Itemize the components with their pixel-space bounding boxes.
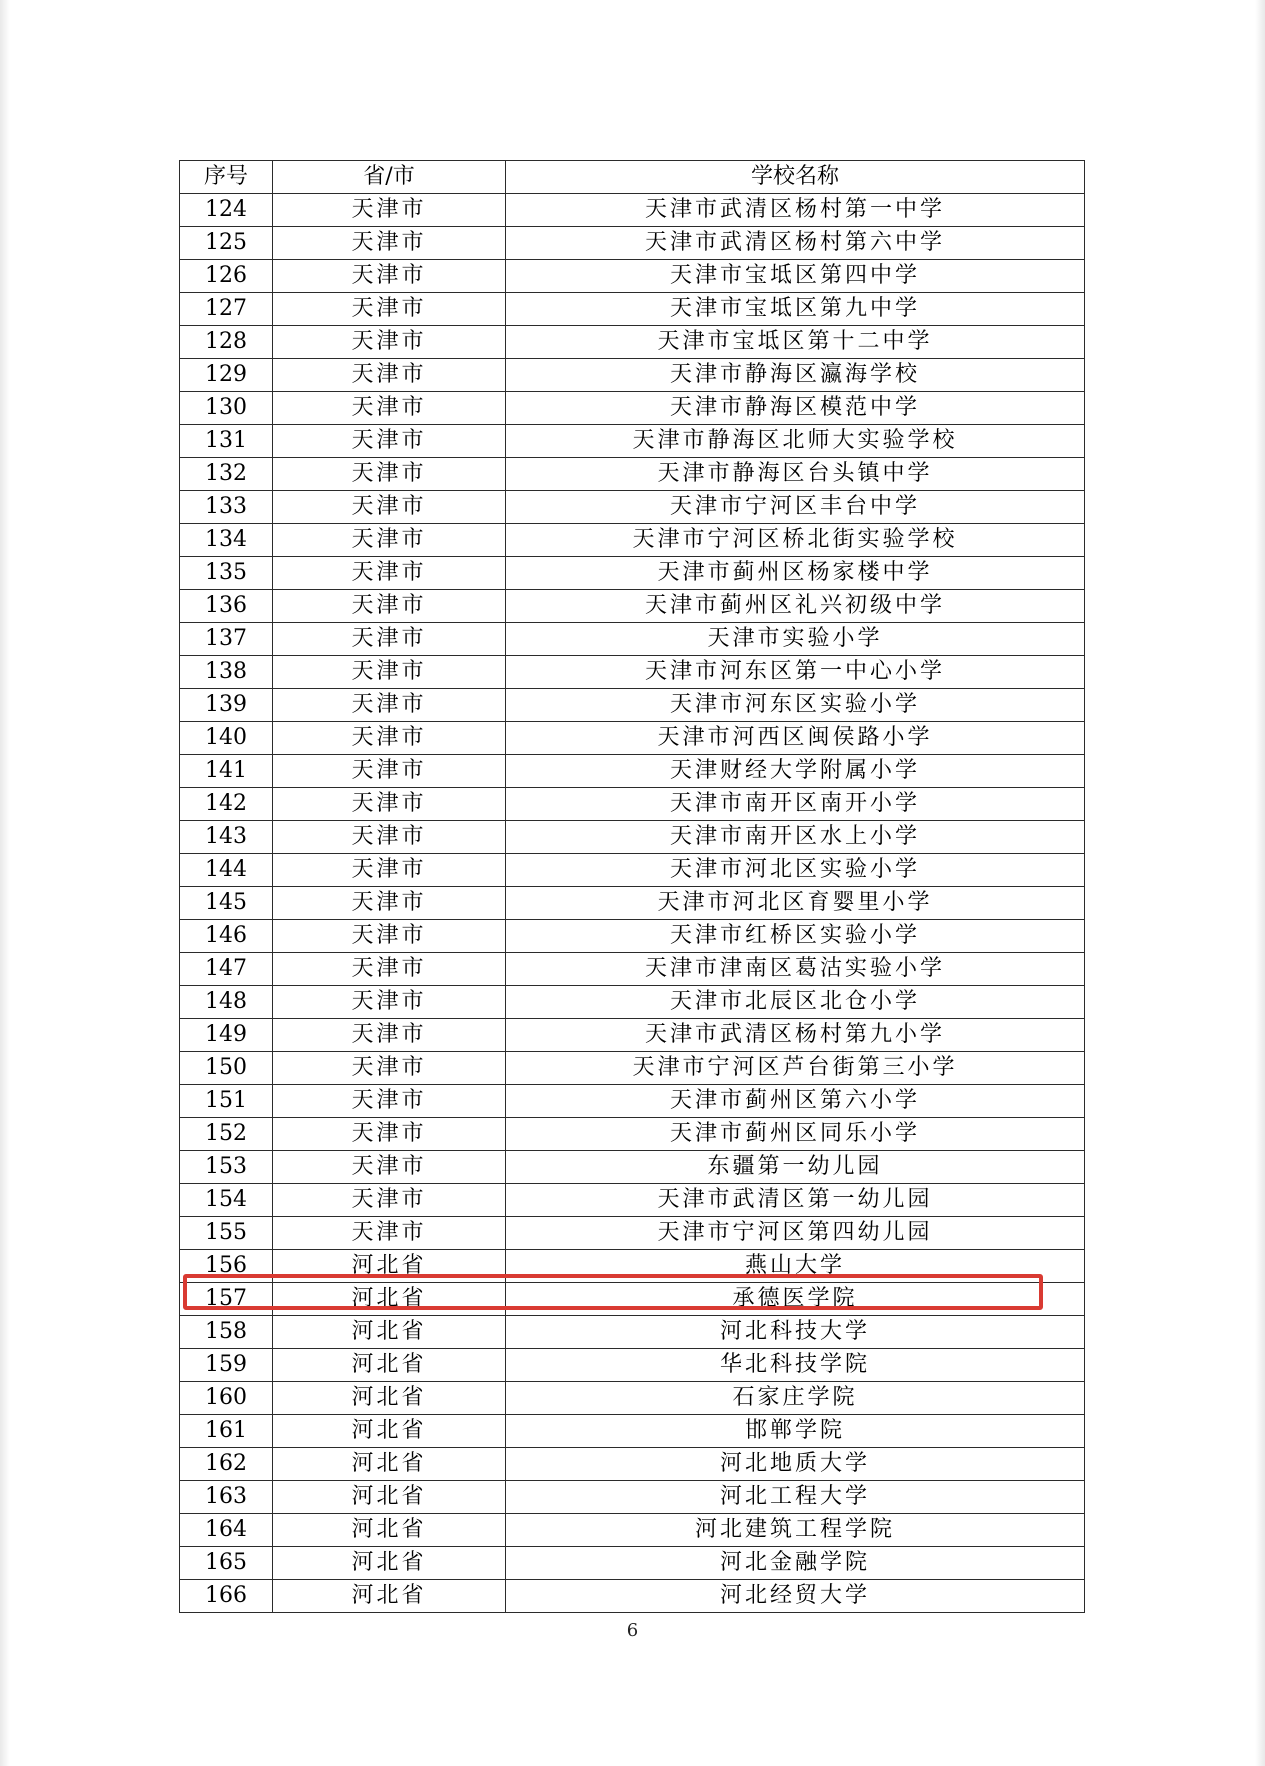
cell-province: 天津市	[273, 821, 506, 854]
cell-index: 164	[180, 1514, 273, 1547]
cell-index: 148	[180, 986, 273, 1019]
table-row	[180, 491, 1085, 524]
cell-school-name: 华北科技学院	[506, 1349, 1085, 1382]
table-row	[180, 326, 1085, 359]
cell-province: 河北省	[273, 1415, 506, 1448]
cell-index: 149	[180, 1019, 273, 1052]
cell-province: 天津市	[273, 227, 506, 260]
cell-province: 天津市	[273, 854, 506, 887]
cell-province: 天津市	[273, 1217, 506, 1250]
cell-index: 133	[180, 491, 273, 524]
cell-province: 河北省	[273, 1250, 506, 1283]
table-row	[180, 392, 1085, 425]
cell-province: 天津市	[273, 359, 506, 392]
cell-index: 151	[180, 1085, 273, 1118]
table-row	[180, 1382, 1085, 1415]
cell-province: 河北省	[273, 1382, 506, 1415]
cell-school-name: 天津市实验小学	[506, 623, 1085, 656]
table-row	[180, 656, 1085, 689]
cell-index: 131	[180, 425, 273, 458]
cell-school-name: 天津市武清区杨村第一中学	[506, 194, 1085, 227]
cell-index: 126	[180, 260, 273, 293]
cell-school-name: 天津市河北区实验小学	[506, 854, 1085, 887]
page-edge-right	[1255, 0, 1265, 1766]
cell-school-name: 天津市武清区杨村第六中学	[506, 227, 1085, 260]
cell-index: 152	[180, 1118, 273, 1151]
cell-school-name: 天津市南开区水上小学	[506, 821, 1085, 854]
cell-province: 天津市	[273, 524, 506, 557]
table-row	[180, 755, 1085, 788]
table-row	[180, 623, 1085, 656]
cell-index: 146	[180, 920, 273, 953]
cell-school-name: 天津市宝坻区第九中学	[506, 293, 1085, 326]
cell-province: 河北省	[273, 1316, 506, 1349]
header-school-name: 学校名称	[506, 161, 1085, 194]
cell-school-name: 天津市北辰区北仓小学	[506, 986, 1085, 1019]
table-row	[180, 1085, 1085, 1118]
cell-province: 天津市	[273, 260, 506, 293]
cell-school-name: 天津市静海区台头镇中学	[506, 458, 1085, 491]
cell-index: 138	[180, 656, 273, 689]
cell-school-name: 河北金融学院	[506, 1547, 1085, 1580]
table-row	[180, 953, 1085, 986]
table-row	[180, 1514, 1085, 1547]
cell-school-name: 天津市宁河区丰台中学	[506, 491, 1085, 524]
table-row	[180, 920, 1085, 953]
table-row	[180, 788, 1085, 821]
cell-index: 129	[180, 359, 273, 392]
table-row	[180, 1052, 1085, 1085]
table-row	[180, 293, 1085, 326]
table-row	[180, 1019, 1085, 1052]
cell-index: 156	[180, 1250, 273, 1283]
cell-province: 河北省	[273, 1514, 506, 1547]
table-body	[180, 194, 1085, 1613]
cell-index: 159	[180, 1349, 273, 1382]
table-row	[180, 854, 1085, 887]
cell-school-name: 天津市河西区闽侯路小学	[506, 722, 1085, 755]
cell-index: 134	[180, 524, 273, 557]
table-row	[180, 986, 1085, 1019]
cell-province: 天津市	[273, 293, 506, 326]
cell-school-name: 天津市红桥区实验小学	[506, 920, 1085, 953]
cell-school-name: 天津市宝坻区第四中学	[506, 260, 1085, 293]
table-row	[180, 1481, 1085, 1514]
table-row	[180, 1151, 1085, 1184]
cell-index: 145	[180, 887, 273, 920]
school-list-table	[179, 160, 1085, 1613]
cell-province: 河北省	[273, 1448, 506, 1481]
cell-school-name: 东疆第一幼儿园	[506, 1151, 1085, 1184]
cell-school-name: 承德医学院	[506, 1283, 1085, 1316]
table-row	[180, 1184, 1085, 1217]
cell-school-name: 天津市武清区第一幼儿园	[506, 1184, 1085, 1217]
cell-school-name: 天津市南开区南开小学	[506, 788, 1085, 821]
cell-province: 天津市	[273, 755, 506, 788]
cell-school-name: 天津市河东区第一中心小学	[506, 656, 1085, 689]
cell-province: 天津市	[273, 953, 506, 986]
cell-index: 150	[180, 1052, 273, 1085]
cell-school-name: 河北地质大学	[506, 1448, 1085, 1481]
cell-index: 144	[180, 854, 273, 887]
table-row	[180, 1415, 1085, 1448]
cell-school-name: 河北工程大学	[506, 1481, 1085, 1514]
cell-index: 140	[180, 722, 273, 755]
cell-province: 天津市	[273, 590, 506, 623]
cell-index: 124	[180, 194, 273, 227]
cell-index: 158	[180, 1316, 273, 1349]
cell-index: 157	[180, 1283, 273, 1316]
table-row	[180, 1118, 1085, 1151]
table-row	[180, 1547, 1085, 1580]
cell-province: 河北省	[273, 1481, 506, 1514]
cell-school-name: 天津市宁河区第四幼儿园	[506, 1217, 1085, 1250]
cell-province: 天津市	[273, 425, 506, 458]
cell-index: 125	[180, 227, 273, 260]
cell-school-name: 天津市河东区实验小学	[506, 689, 1085, 722]
table-row	[180, 722, 1085, 755]
table-row	[180, 227, 1085, 260]
cell-province: 天津市	[273, 1052, 506, 1085]
cell-index: 154	[180, 1184, 273, 1217]
table-row	[180, 524, 1085, 557]
cell-province: 天津市	[273, 722, 506, 755]
cell-index: 141	[180, 755, 273, 788]
cell-school-name: 天津市河北区育婴里小学	[506, 887, 1085, 920]
cell-province: 天津市	[273, 623, 506, 656]
table-row	[180, 458, 1085, 491]
cell-school-name: 天津市宁河区桥北街实验学校	[506, 524, 1085, 557]
cell-school-name: 天津财经大学附属小学	[506, 755, 1085, 788]
cell-index: 155	[180, 1217, 273, 1250]
table-row	[180, 1580, 1085, 1613]
cell-index: 136	[180, 590, 273, 623]
cell-index: 127	[180, 293, 273, 326]
cell-index: 130	[180, 392, 273, 425]
page-number: 6	[626, 1620, 639, 1641]
cell-index: 160	[180, 1382, 273, 1415]
page-edge-left	[0, 0, 10, 1766]
cell-province: 天津市	[273, 1184, 506, 1217]
table-row	[180, 821, 1085, 854]
cell-province: 天津市	[273, 392, 506, 425]
cell-province: 河北省	[273, 1547, 506, 1580]
cell-index: 161	[180, 1415, 273, 1448]
cell-province: 天津市	[273, 458, 506, 491]
cell-school-name: 天津市静海区模范中学	[506, 392, 1085, 425]
cell-school-name: 河北建筑工程学院	[506, 1514, 1085, 1547]
table-row	[180, 1250, 1085, 1283]
cell-province: 天津市	[273, 689, 506, 722]
cell-province: 河北省	[273, 1283, 506, 1316]
cell-province: 天津市	[273, 920, 506, 953]
table-row	[180, 1316, 1085, 1349]
table-row	[180, 1283, 1085, 1316]
table-row	[180, 1448, 1085, 1481]
cell-index: 165	[180, 1547, 273, 1580]
cell-index: 147	[180, 953, 273, 986]
cell-index: 137	[180, 623, 273, 656]
cell-index: 132	[180, 458, 273, 491]
cell-school-name: 石家庄学院	[506, 1382, 1085, 1415]
table-row	[180, 425, 1085, 458]
cell-province: 天津市	[273, 887, 506, 920]
table-row	[180, 590, 1085, 623]
cell-province: 天津市	[273, 1019, 506, 1052]
cell-index: 142	[180, 788, 273, 821]
cell-index: 139	[180, 689, 273, 722]
table-row	[180, 359, 1085, 392]
table-row	[180, 194, 1085, 227]
table-row	[180, 260, 1085, 293]
cell-province: 天津市	[273, 326, 506, 359]
table-row	[180, 1349, 1085, 1382]
table-header-row	[180, 161, 1085, 194]
cell-school-name: 天津市宝坻区第十二中学	[506, 326, 1085, 359]
cell-province: 天津市	[273, 1151, 506, 1184]
cell-province: 河北省	[273, 1580, 506, 1613]
cell-school-name: 燕山大学	[506, 1250, 1085, 1283]
cell-province: 天津市	[273, 1118, 506, 1151]
cell-province: 河北省	[273, 1349, 506, 1382]
cell-school-name: 天津市蓟州区同乐小学	[506, 1118, 1085, 1151]
cell-school-name: 天津市蓟州区礼兴初级中学	[506, 590, 1085, 623]
cell-province: 天津市	[273, 194, 506, 227]
table-row	[180, 887, 1085, 920]
header-province: 省/市	[273, 161, 506, 194]
cell-province: 天津市	[273, 986, 506, 1019]
table-row	[180, 1217, 1085, 1250]
cell-index: 153	[180, 1151, 273, 1184]
cell-index: 163	[180, 1481, 273, 1514]
cell-index: 135	[180, 557, 273, 590]
cell-school-name: 天津市宁河区芦台街第三小学	[506, 1052, 1085, 1085]
cell-index: 128	[180, 326, 273, 359]
cell-province: 天津市	[273, 557, 506, 590]
cell-province: 天津市	[273, 656, 506, 689]
table-row	[180, 689, 1085, 722]
cell-school-name: 天津市静海区北师大实验学校	[506, 425, 1085, 458]
cell-school-name: 邯郸学院	[506, 1415, 1085, 1448]
cell-school-name: 天津市津南区葛沽实验小学	[506, 953, 1085, 986]
header-index: 序号	[180, 161, 273, 194]
table-row	[180, 557, 1085, 590]
cell-school-name: 天津市静海区瀛海学校	[506, 359, 1085, 392]
cell-school-name: 河北科技大学	[506, 1316, 1085, 1349]
cell-province: 天津市	[273, 788, 506, 821]
cell-index: 162	[180, 1448, 273, 1481]
cell-school-name: 天津市蓟州区第六小学	[506, 1085, 1085, 1118]
cell-index: 143	[180, 821, 273, 854]
cell-province: 天津市	[273, 1085, 506, 1118]
cell-school-name: 天津市蓟州区杨家楼中学	[506, 557, 1085, 590]
cell-province: 天津市	[273, 491, 506, 524]
cell-school-name: 天津市武清区杨村第九小学	[506, 1019, 1085, 1052]
cell-school-name: 河北经贸大学	[506, 1580, 1085, 1613]
cell-index: 166	[180, 1580, 273, 1613]
